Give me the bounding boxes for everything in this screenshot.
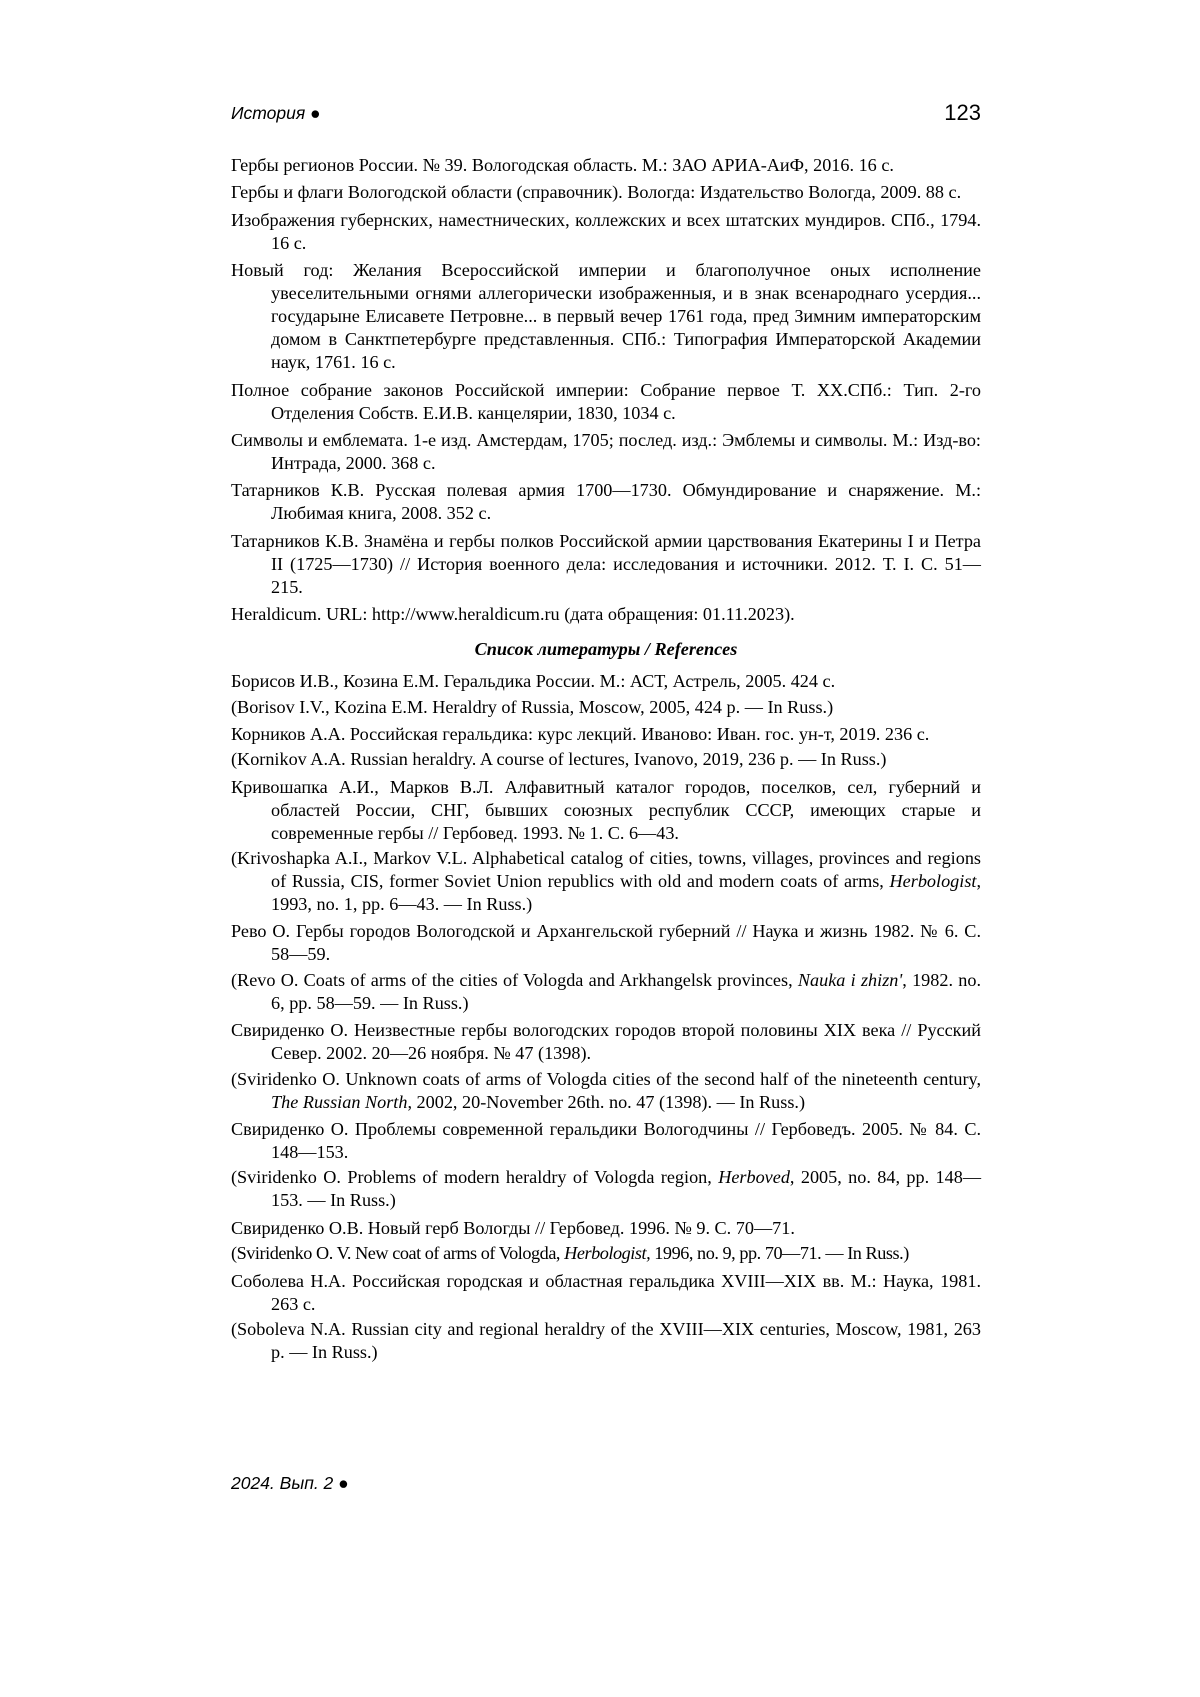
source-entry: Полное собрание законов Российской империи: Собрание первое Т. ХХ.СПб.: Тип. 2-го Отделения Собств. Е.И.В. канцелярии, 1830, 1034 с.: [231, 379, 981, 423]
reference-original: Кривошапка А.И., Марков В.Л. Алфавитный каталог городов, поселков, сел, губерний и областей России, СНГ, бывших союзных республик СССР, имеющих старые и современные гербы // Гербовед. 1993. № 1. С. 6—43.: [231, 776, 981, 843]
reference-original: Свириденко О.В. Новый герб Вологды // Гербовед. 1996. № 9. С. 70—71.: [231, 1217, 795, 1238]
translation-text: (Soboleva N.A. Russian city and regional heraldry of the XVIII—XIX centuries, Moscow, 1981, 263 p. — In Russ.): [231, 1318, 981, 1362]
translation-text: (Krivoshapka A.I., Markov V.L. Alphabetical catalog of cities, towns, villages, provinces and regions of Russia, CIS, former Soviet Union republics with old and modern coats of arms,: [231, 848, 981, 892]
reference-original: Корников А.А. Российская геральдика: курс лекций. Иваново: Иван. гос. ун-т, 2019. 236 с.: [231, 723, 930, 744]
translation-text: 1996, no. 9, pp. 70—71. — In Russ.): [650, 1243, 909, 1264]
translation-text: (Borisov I.V., Kozina E.M. Heraldry of Russia, Moscow, 2005, 424 p. — In Russ.): [231, 696, 834, 717]
source-entry: Heraldicum. URL: http://www.heraldicum.ru (дата обращения: 01.11.2023).: [231, 604, 795, 625]
reference-translation: [231, 969, 981, 1015]
source-entry: Татарников К.В. Знамёна и гербы полков Российской армии царствования Екатерины I и Петра II (1725—1730) // История военного дела: исследования и источники. 2012. Т. I. С. 51—215.: [231, 530, 981, 597]
reference-original: Свириденко О. Проблемы современной геральдики Вологодчины // Гербоведъ. 2005. № 84. С. 148—153.: [231, 1119, 981, 1163]
translation-text: , 2005, no. 84, pp. 148—153. — In Russ.): [271, 1167, 982, 1211]
running-header: [231, 100, 981, 130]
bibliography-content: [231, 154, 981, 1368]
translation-text: , 1993, no. 1, pp. 6—43. — In Russ.): [271, 871, 981, 915]
reference-original: Свириденко О. Неизвестные гербы вологодских городов второй половины XIX века // Русский Север. 2002. 20—26 ноября. № 47 (1398).: [231, 1020, 981, 1064]
translation-text: (Kornikov A.A. Russian heraldry. A course of lectures, Ivanovo, 2019, 236 p. — In Russ.): [231, 749, 887, 770]
reference-translation: [231, 1068, 981, 1114]
translation-text: (Sviridenko O. Unknown coats of arms of Vologda cities of the second half of the nineteenth century,: [231, 1068, 981, 1089]
references-heading: Список литературы / References: [474, 639, 738, 660]
translation-text: , 2002, 20-November 26th. no. 47 (1398). — In Russ.): [407, 1091, 805, 1112]
reference-translation: [231, 748, 981, 771]
translation-journal-title: Herbologist: [889, 871, 977, 892]
reference-translation: [231, 847, 981, 916]
reference-translation: [231, 1166, 981, 1212]
translation-text: , 1982. no. 6, pp. 58—59. — In Russ.): [271, 969, 982, 1013]
running-footer: 2024. Вып. 2 ●: [231, 1473, 349, 1493]
source-entry: Новый год: Желания Всероссийской империи и благополучное оных исполнение увеселительными огнями аллегорически изображенныя, и в знак всенароднаго усердия... государыне Елисавете Петровне... в первый вечер 1761 года, пред Зимним императорским домом в Санктпетербурге представленныя. СПб.: Типография Императорской Академии наук, 1761. 16 с.: [231, 260, 981, 373]
reference-translation: [231, 1318, 981, 1364]
reference-original: Рево О. Гербы городов Вологодской и Архангельской губерний // Наука и жизнь 1982. № 6. С. 58—59.: [231, 921, 981, 965]
translation-text: (Revo O. Coats of arms of the cities of Vologda and Arkhangelsk provinces,: [231, 969, 798, 990]
section-title: История ●: [231, 103, 321, 123]
reference-translation: [231, 696, 981, 719]
source-entry: Гербы и флаги Вологодской области (справочник). Вологда: Издательство Вологда, 2009. 88 с.: [231, 182, 962, 203]
reference-original: Борисов И.В., Козина Е.М. Геральдика России. М.: АСТ, Астрель, 2005. 424 с.: [231, 671, 836, 692]
sources-list: [231, 154, 981, 626]
translation-text: (Sviridenko O. Problems of modern heraldry of Vologda region,: [231, 1167, 719, 1188]
source-entry: Татарников К.В. Русская полевая армия 1700—1730. Обмундирование и снаряжение. М.: Любимая книга, 2008. 352 с.: [231, 480, 981, 524]
source-entry: Гербы регионов России. № 39. Вологодская область. М.: ЗАО АРИА-АиФ, 2016. 16 с.: [231, 155, 894, 175]
translation-journal-title: Nauka i zhizn': [797, 969, 903, 990]
reference-translation: [231, 1242, 981, 1265]
source-entry: Изображения губернских, наместнических, коллежских и всех штатских мундиров. СПб., 1794. 16 с.: [231, 209, 981, 253]
translation-journal-title: The Russian North: [271, 1091, 408, 1112]
reference-original: Соболева Н.А. Российская городская и областная геральдика XVIII—XIX вв. М.: Наука, 1981. 263 с.: [231, 1270, 981, 1314]
translation-text: (Sviridenko O. V. New coat of arms of Vologda,: [231, 1243, 565, 1264]
references-list: [231, 670, 981, 1364]
translation-journal-title: Herbologist,: [564, 1243, 651, 1264]
page-number: 123: [944, 100, 981, 125]
translation-journal-title: Herboved: [718, 1167, 790, 1188]
source-entry: Символы и емблемата. 1-е изд. Амстердам, 1705; послед. изд.: Эмблемы и символы. М.: Изд-во: Интрада, 2000. 368 с.: [231, 429, 981, 473]
